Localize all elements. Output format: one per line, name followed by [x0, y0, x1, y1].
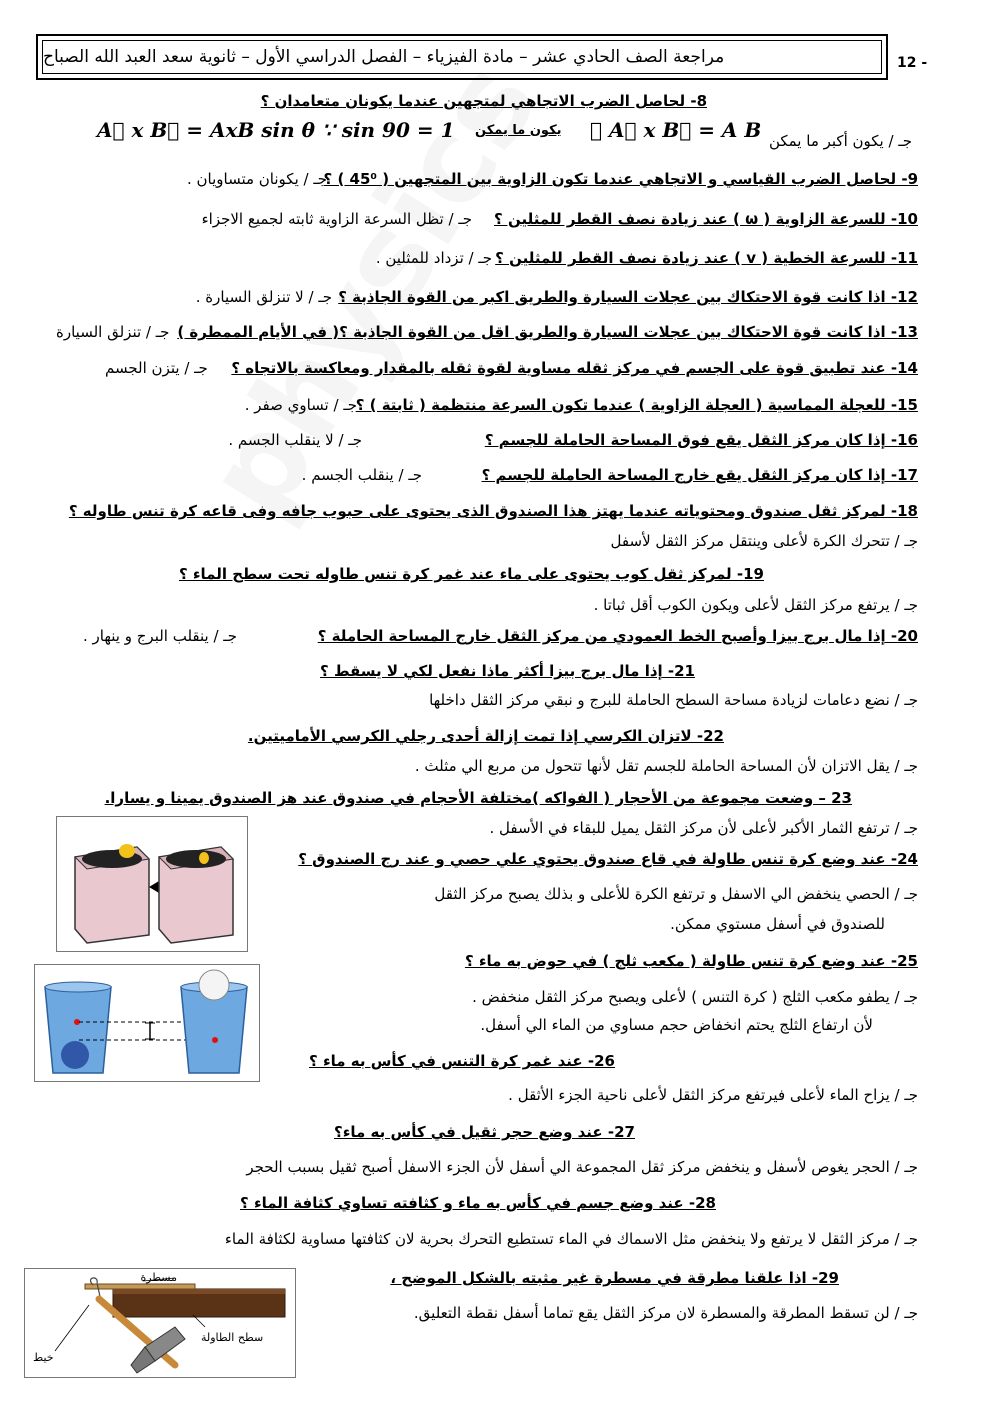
- answer-16: جـ / لا ينقلب الجسم .: [228, 431, 362, 449]
- question-24: 24- عند وضع كرة تنس طاولة في قاع صندوق يحتوي علي حصي و عند رج الصندوق ؟: [298, 850, 918, 868]
- page-number: 12 -: [897, 55, 928, 71]
- answer-24-line-1: جـ / الحصي ينخفض الي الاسفل و ترتفع الكرة للأعلى و بذلك يصبح مركز الثقل: [434, 885, 918, 903]
- glass-right: [181, 970, 247, 1073]
- question-29: 29- اذا علقنا مطرقة في مسطرة غير مثبته بالشكل الموضح ،: [390, 1269, 839, 1287]
- answer-12: جـ / لا تنزلق السيارة .: [195, 288, 332, 306]
- box-after: [159, 847, 233, 943]
- table: [113, 1289, 285, 1317]
- question-22: 22- لاتزان الكرسي إذا تمت إزالة أحدى رجلي الكرسي الأماميتين.: [247, 727, 724, 745]
- answer-22: جـ / يقل الاتزان لأن المساحة الحاملة للجسم تقل لأنها تتحول من مربع الي مثلث .: [414, 757, 918, 775]
- answer-17: جـ / ينقلب الجسم .: [301, 466, 422, 484]
- answer-21: جـ / نضع دعامات لزيادة مساحة السطح الحاملة للبرج و نبقي مركز الثقل داخلها: [429, 691, 918, 709]
- answer-14: جـ / يتزن الجسم: [105, 359, 208, 377]
- question-16: 16- إذا كان مركز الثقل يقع فوق المساحة الحاملة للجسم ؟: [484, 431, 918, 449]
- question-9: 9- لحاصل الضرب القياسي و الاتجاهي عندما تكون الزاوية بين المتجهين ( 45⁰ ) ؟: [323, 170, 918, 188]
- table-surface-label: سطح الطاولة: [201, 1331, 264, 1344]
- ruler: [85, 1284, 195, 1289]
- question-28: 28- عند وضع جسم في كأس به ماء و كثافته تساوي كثافة الماء ؟: [240, 1194, 716, 1212]
- max-formula: ∴ A⃗ x B⃗ = A B: [590, 118, 762, 142]
- answer-25-line-1: جـ / يطفو مكعب الثلج ( كرة التنس ) لأعلى ويصبح مركز الثقل منخفض .: [472, 988, 918, 1006]
- answer-20: جـ / ينقلب البرج و ينهار .: [83, 627, 237, 645]
- question-23: 23 – وضعت مجموعة من الأحجار ( الفواكه )مختلفة الأحجام في صندوق عند هز الصندوق يمينا و يسارا.: [104, 789, 852, 807]
- cross-product-formula: [97, 118, 315, 142]
- answer-18: جـ / تتحرك الكرة لأعلى وينتقل مركز الثقل لأسفل: [610, 532, 918, 550]
- answer-15: جـ / تساوي صفر .: [244, 396, 357, 414]
- formula-magnitude: A⃗ x B⃗ = AxB sin θ: [97, 118, 315, 142]
- answer-27: جـ / الحجر يغوص لأسفل و ينخفض مركز ثقل المجموعة الي أسفل لأن الجزء الاسفل أصبح ثقيل بسبب الحجر: [246, 1158, 918, 1176]
- answer-28: جـ / مركز الثقل لا يرتفع ولا ينخفض مثل الاسماك في الماء تستطيع التحرك بحرية لان كثافتها مساوية لكثافة الماء: [224, 1230, 918, 1248]
- question-14: 14- عند تطبيق قوة على الجسم في مركز ثقله مساوية لقوة ثقله بالمقدار ومعاكسة بالاتجاه ؟: [231, 359, 918, 377]
- water-glasses-figure: [34, 964, 260, 1082]
- question-13: 13- اذا كانت قوة الاحتكاك بين عجلات السيارة والطريق اقل من القوة الجاذبة ؟( في الأيام الممطرة ): [177, 323, 918, 341]
- question-17: 17- إذا كان مركز الثقل يقع خارج المساحة الحاملة للجسم ؟: [481, 466, 918, 484]
- max-formula-label: يكون ما يمكن: [475, 123, 562, 138]
- question-26: 26- عند غمر كرة التنس في كأس به ماء ؟: [309, 1052, 615, 1070]
- answer-11: جـ / تزداد للمثلين .: [375, 249, 492, 267]
- question-19: 19- لمركز ثقل كوب يحتوى على ماء عند غمر كرة تنس طاوله تحت سطح الماء ؟: [178, 565, 764, 583]
- ruler-label: مسطرة: [140, 1271, 177, 1284]
- answer-23: جـ / ترتفع الثمار الأكبر لأعلى لأن مركز الثقل يميل للبقاء في الأسفل .: [489, 819, 918, 837]
- question-21: 21- إذا مال برج بيزا أكثر ماذا نفعل لكي لا يسقط ؟: [320, 662, 695, 680]
- question-12: 12- اذا كانت قوة الاحتكاك بين عجلات السيارة والطريق اكبر من القوة الجاذبة ؟: [338, 288, 918, 306]
- answer-26: جـ / يزاح الماء لأعلى فيرتفع مركز الثقل لأعلى ناحية الجزء الأثقل .: [508, 1086, 918, 1104]
- header-title: مراجعة الصف الحادي عشر – مادة الفيزياء – الفصل الدراسي الأول – ثانوية سعد العبد الله الصباح: [42, 40, 882, 74]
- answer-10: جـ / تظل السرعة الزاوية ثابته لجميع الاجزاء: [201, 210, 472, 228]
- box-shaking-drawing: [57, 817, 247, 951]
- glass-left: [45, 982, 111, 1073]
- hammer-ruler-figure: [24, 1268, 296, 1378]
- answer-9: جـ / يكونان متساويان .: [186, 170, 327, 188]
- question-20: 20- إذا مال برج بيزا وأصبح الخط العمودي من مركز الثقل خارج المساحة الحاملة ؟: [317, 627, 918, 645]
- answer-25-line-2: لأن ارتفاع الثلج يحتم انخفاض حجم مساوي من الماء الي أسفل.: [480, 1016, 873, 1034]
- question-27: 27- عند وضع حجر ثقيل في كأس به ماء؟: [334, 1123, 635, 1141]
- question-15: 15- للعجلة المماسية ( العجلة الزاوية ) عندما تكون السرعة منتظمة ( ثابتة ) ؟: [355, 396, 918, 414]
- answer-13: جـ / تنزلق السيارة: [56, 323, 170, 341]
- thread-label: خيط: [33, 1351, 54, 1364]
- answer-29: جـ / لن تسقط المطرقة والمسطرة لان مركز الثقل يقع تماما أسفل نقطة التعليق.: [413, 1304, 918, 1322]
- answer-24-line-2: للصندوق في أسفل مستوي ممكن.: [670, 915, 885, 933]
- question-25: 25- عند وضع كرة تنس طاولة ( مكعب ثلج ) في حوض به ماء ؟: [464, 952, 918, 970]
- water-glasses-drawing: [35, 965, 259, 1081]
- question-10: 10- للسرعة الزاوية ( ω ) عند زيادة نصف القطر للمثلين ؟: [494, 210, 918, 228]
- answer-19: جـ / يرتفع مركز الثقل لأعلى ويكون الكوب أقل ثباتا .: [593, 596, 918, 614]
- header-box: [36, 34, 888, 80]
- question-11: 11- للسرعة الخطية ( v ) عند زيادة نصف القطر للمثلين ؟: [495, 249, 918, 267]
- box-shaking-figure: [56, 816, 248, 952]
- question-8: 8- لحاصل الضرب الاتجاهي لمتجهين عندما يكونان متعامدان ؟: [260, 92, 707, 110]
- sin90-formula: ∵ sin 90 = 1: [322, 118, 455, 142]
- hammer-ruler-drawing: [25, 1269, 295, 1377]
- box-before: [75, 844, 149, 943]
- answer-8: جـ / يكون أكبر ما يمكن: [768, 132, 912, 150]
- question-18: 18- لمركز ثقل صندوق ومحتوياته عندما يهتز هذا الصندوق الذى يحتوى على حبوب جافه وفى قاعه كرة تنس طاوله ؟: [68, 502, 918, 520]
